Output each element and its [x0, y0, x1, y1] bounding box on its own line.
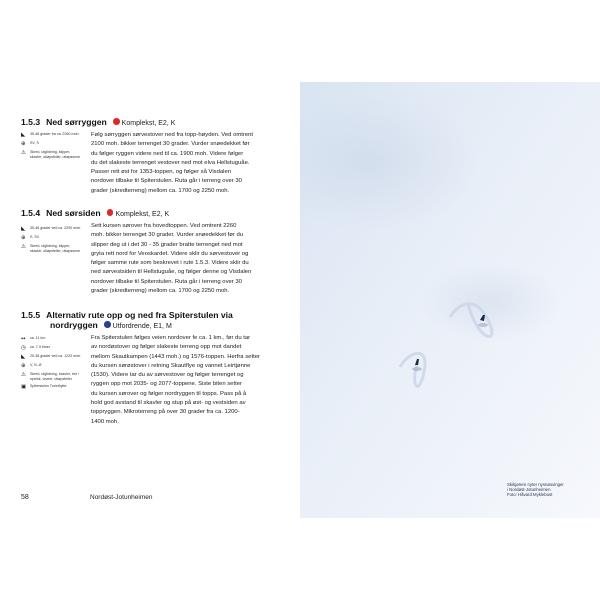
text-line: toppryggen. Mikroterreng på over 30 grader fra ca. 1200- [91, 409, 240, 416]
section-number: 1.5.4 [21, 208, 41, 218]
route-description [91, 334, 289, 427]
fact-row [21, 244, 83, 253]
slope-icon: ◣ [21, 354, 26, 360]
fact-row [21, 141, 83, 147]
difficulty-label: Utfordrende, E1, M [112, 323, 172, 330]
compass-icon: ⊕ [21, 141, 26, 147]
route-section-1-5-3 [21, 117, 289, 194]
text-line: Følg sørryggen sørvestover ned fra topp-høyden. Ved omtrent [91, 132, 254, 138]
difficulty-label: Komplekst, E2, K [115, 211, 170, 218]
fact-row [21, 336, 83, 342]
text-line: slipper deg ut i det 30 - 35 grader bratte terrenget ned mot [91, 241, 243, 248]
snow-shade [420, 262, 560, 342]
photo-caption [507, 482, 592, 498]
fact-row [21, 150, 83, 159]
section-heading [21, 117, 289, 129]
section-number: 1.5.3 [21, 117, 41, 127]
text-line: du kursen sørøstover i retning Skautflye og vannet Leirtjønne [91, 362, 251, 369]
section-heading [21, 310, 289, 332]
route-facts [21, 132, 83, 162]
text-line: hold god avstand til skavler og stup på øst- og vestsiden av [91, 400, 246, 407]
text-line: du kursen sørover og følger nordryggen til topps. Pass på å [91, 390, 247, 397]
text-line: av nordøstover og følger slakeste terreng opp mot dandet [91, 344, 242, 351]
text-line: grader (skredterreng) mellom ca. 1700 og 2250 moh. [91, 187, 230, 194]
text-line: ned sørvestsiden til Hellstuguåe, og følger denne og Visdalen [91, 269, 252, 276]
right-page [300, 0, 600, 600]
slope-icon: ◣ [21, 226, 26, 232]
text-line: 1400 moh. [91, 418, 119, 425]
fact-text: Skred, utglidning, klipper, skavler, utløpsfeller, utløpssone [30, 244, 81, 253]
text-line: 2100 moh. bikker terrenget 30 grader. Vurder snøedekket før [91, 141, 250, 148]
text-line: du det slakeste terrenget vestover ned mot elva Hellstuguåe. [91, 159, 250, 166]
fact-row [21, 345, 83, 351]
section-title: Ned sørryggen [46, 117, 107, 127]
fact-row [21, 384, 83, 390]
section-title: Alternativ rute opp og ned fra Spiterstulen via [46, 310, 233, 320]
compass-icon: ⊕ [21, 363, 26, 369]
time-icon: ◷ [21, 345, 26, 351]
running-head: Nordøst-Jotunheimen [90, 494, 153, 501]
caption-line: i Nordøst-Jotunheimen [507, 487, 551, 493]
fact-text: ca. 7-9 timer [30, 345, 50, 349]
fact-text: ca. 11 km [30, 336, 46, 340]
difficulty-badge-icon [113, 118, 120, 125]
fact-text: S, SV [30, 235, 40, 239]
fact-row [21, 132, 83, 138]
fact-row [21, 354, 83, 360]
route-description [91, 222, 289, 296]
text-line: Fra Spiterstulen følges veien nordover fe ca. 1 km., før du tar [91, 335, 251, 341]
snow-slope-photo [300, 82, 600, 518]
fact-text: 35-46 grader fra ca. 2260 moh. [30, 132, 80, 136]
fact-row [21, 372, 83, 381]
route-facts [21, 226, 83, 256]
difficulty-badge-icon [104, 321, 111, 328]
text-line: følger samme rute som beskrevet i rute 1.5.3. Videre sklir du [91, 260, 249, 267]
text-line: du følger ryggen videre ned til ca. 1900 moh. Videre følger [91, 150, 244, 157]
section-title-continued: nordryggen [50, 320, 98, 330]
text-line: nordover tilbake til Spiterstulen. Ruta går i terreng over 30 [91, 178, 242, 185]
distance-icon: ↭ [21, 336, 26, 342]
route-section-1-5-5 [21, 310, 289, 425]
fact-text: Spiterstulen Turisthytte [30, 384, 67, 389]
text-line: nordover tilbake til Spiterstulen. Ruta går i terreng over 30 [91, 278, 242, 285]
fact-text: 25-38 grader ved ca. 1220 moh. [30, 354, 82, 358]
section-heading [21, 208, 289, 220]
hazard-icon: ⚠ [21, 244, 26, 250]
fact-row [21, 226, 83, 232]
text-line: gryta rett nord for Veoskardet. Videre sklir du sørvestover og [91, 250, 249, 257]
caption-line: Foto: Håvard Myklebust [507, 492, 553, 498]
text-line: Sett kursen sørover fra hovedtoppen. Ved omtrent 2260 [91, 223, 237, 229]
text-line: ryggen opp mot 2035- og 2077-toppene. Siste biten setter [91, 381, 242, 388]
section-number: 1.5.5 [21, 310, 41, 320]
compass-icon: ⊕ [21, 235, 26, 241]
route-facts [21, 336, 83, 393]
text-line: Passer rett øst for 1353-toppen, og følger så Visdalen [91, 169, 232, 176]
caption-line: Skikjørere nyter nysnøsvinger [507, 482, 564, 487]
text-line: moh. bikker terrenget 30 grader. Vurder snøedekket før du [91, 232, 244, 239]
fact-text: SV, S [30, 141, 39, 145]
hazard-icon: ⚠ [21, 372, 26, 378]
fact-text: Skred, utglidning, klipper, skavler, utløpsfeller, utløpssone [30, 150, 81, 159]
text-line: (1530). Videre tar du av sørvestover og følger terrenget og [91, 372, 244, 379]
fact-row [21, 235, 83, 241]
fact-text: Skred, utglidning, skavler, bre / sprekk, toveer, utløpsfeller [30, 372, 80, 381]
text-line: mellom Skautkampen (1443 moh.) og 1576-toppen. Herfra setter [91, 353, 260, 360]
fact-text: 35-46 grader ved ca. 2290 moh. [30, 226, 82, 230]
map-icon: ▣ [21, 384, 27, 391]
slope-icon: ◣ [21, 132, 26, 138]
route-section-1-5-4 [21, 208, 289, 295]
section-title: Ned sørsiden [46, 208, 101, 218]
difficulty-badge-icon [107, 209, 114, 216]
page-number: 58 [21, 494, 29, 501]
fact-row [21, 363, 83, 369]
route-description [91, 131, 289, 196]
difficulty-label: Komplekst, E2, K [121, 120, 176, 127]
hazard-icon: ⚠ [21, 150, 26, 156]
text-line: grader (skredterreng) mellom ca. 1700 og 2250 moh. [91, 288, 230, 295]
fact-text: V, N, Ø [30, 363, 42, 367]
